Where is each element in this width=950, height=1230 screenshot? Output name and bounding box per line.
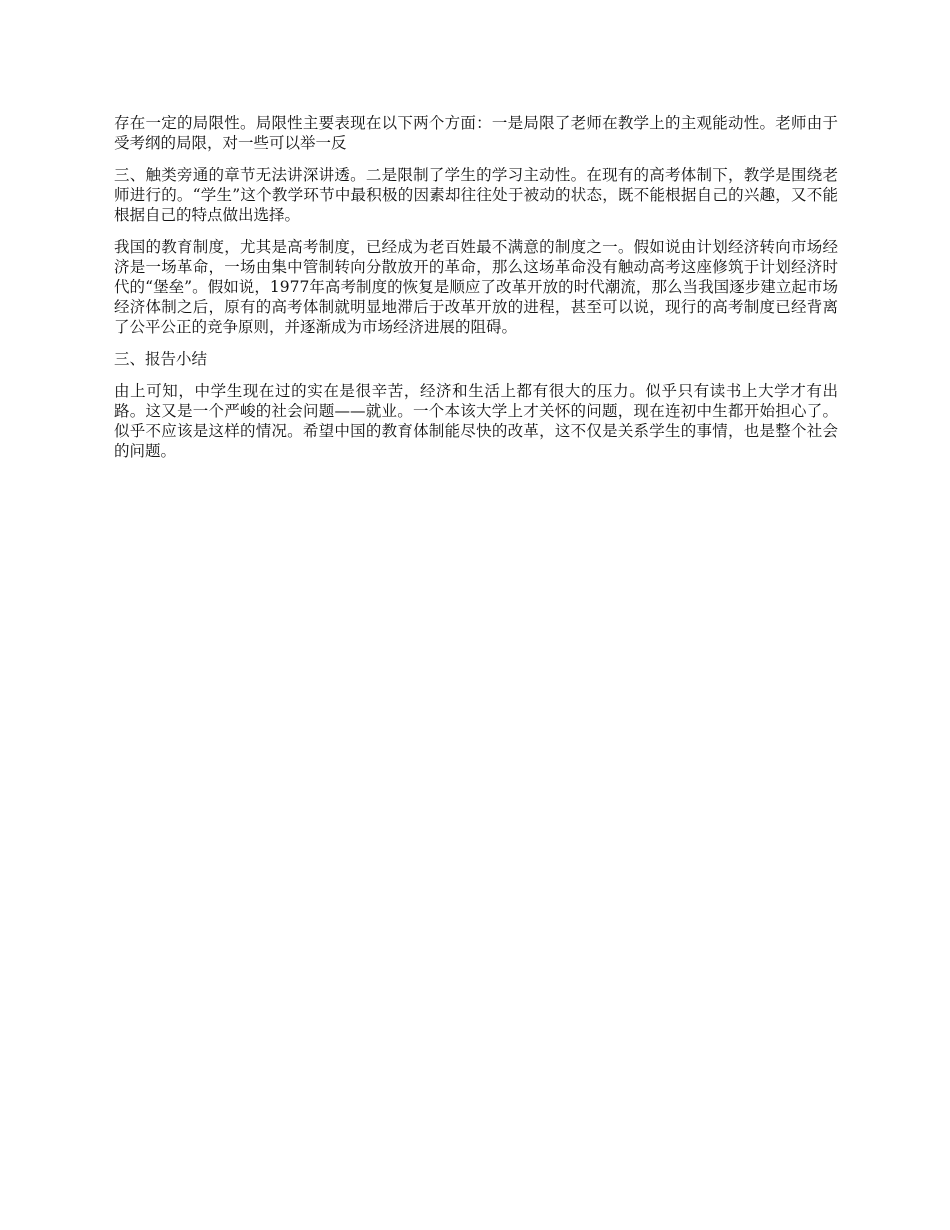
paragraph-conclusion: 由上可知，中学生现在过的实在是很辛苦，经济和生活上都有很大的压力。似乎只有读书上大学才有出路。这又是一个严峻的社会问题——就业。一个本该大学上才关怀的问题，现在连初中生都开始担心了。似乎不应该是这样的情况。希望中国的教育体制能尽快的改革，这不仅是关系学生的事情，也是整个社会的问题。 <box>114 382 838 460</box>
paragraph-limitations: 存在一定的局限性。局限性主要表现在以下两个方面：一是局限了老师在教学上的主观能动性。老师由于受考纲的局限，对一些可以举一反 <box>114 114 838 152</box>
paragraph-education-system: 我国的教育制度，尤其是高考制度，已经成为老百姓最不满意的制度之一。假如说由计划经济转向市场经济是一场革命，一场由集中管制转向分散放开的革命，那么这场革命没有触动高考这座修筑于计划经济时代的“堡垒”。假如说，1977年高考制度的恢复是顺应了改革开放的时代潮流，那么当我国逐步建立起市场经济体制之后，原有的高考体制就明显地滞后于改革开放的进程，甚至可以说，现行的高考制度已经背离了公平公正的竞争原则，并逐渐成为市场经济进展的阻碍。 <box>114 238 838 336</box>
document-page <box>114 113 838 473</box>
section-heading-summary: 三、报告小结 <box>114 350 208 368</box>
paragraph-student-initiative: 三、触类旁通的章节无法讲深讲透。二是限制了学生的学习主动性。在现有的高考体制下，教学是围绕老师进行的。“学生”这个教学环节中最积极的因素却往往处于被动的状态，既不能根据自己的兴趣，又不能根据自己的特点做出选择。 <box>114 166 838 224</box>
